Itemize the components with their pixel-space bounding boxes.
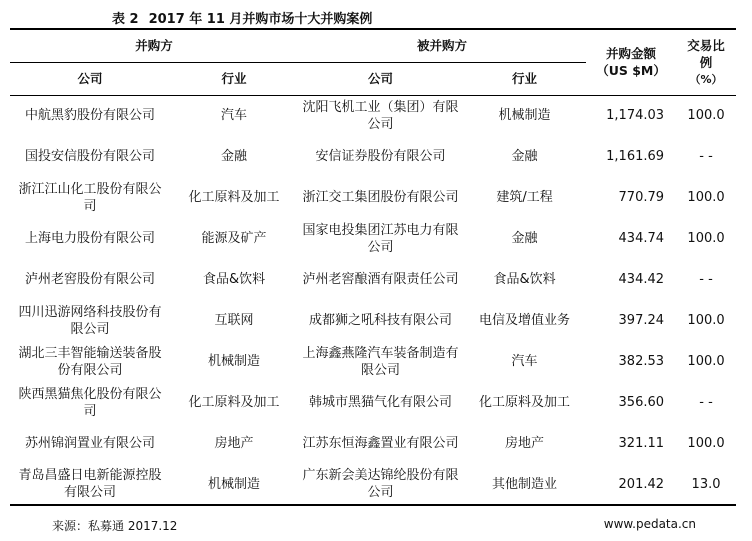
acquirer-industry-cell: 能源及矿产 (201, 231, 267, 246)
ratio-cell: 100.0 (687, 190, 725, 205)
amount-cell: 1,174.03 (586, 95, 676, 136)
target-company-cell: 成都狮之吼科技有限公司 (309, 313, 453, 328)
ratio-cell: 100.0 (687, 231, 725, 246)
amount-cell: 1,161.69 (606, 149, 665, 164)
target-company-cell: 韩城市黑猫气化有限公司 (309, 395, 453, 410)
target-industry-cell: 其他制造业 (463, 464, 586, 505)
ratio-cell: - - (699, 149, 713, 164)
acquirer-company-cell: 青岛昌盛日电新能源控股有限公司 (10, 464, 170, 505)
target-company-cell: 沈阳飞机工业（集团）有限公司 (298, 95, 463, 136)
amount-cell: 382.53 (618, 354, 665, 369)
acquirer-industry-cell: 互联网 (214, 313, 254, 328)
table-caption: 2017 年 11 月并购市场十大并购案例 (148, 12, 373, 27)
acquirer-company-cell: 中航黑豹股份有限公司 (10, 95, 170, 136)
acquirer-industry-cell: 化工原料及加工 (188, 395, 280, 410)
acquirer-company-cell: 陕西黑猫焦化股份有限公司 (18, 386, 162, 419)
acquirer-industry-cell: 机械制造 (208, 354, 261, 369)
source-note: 来源：私募通 2017.12 (52, 519, 178, 533)
table-row (10, 464, 736, 505)
header-ratio (676, 29, 736, 95)
target-industry-cell: 汽车 (511, 354, 538, 369)
table-row (10, 218, 736, 259)
ratio-cell: - - (699, 272, 713, 287)
amount-cell: 201.42 (586, 464, 676, 505)
target-company-cell: 国家电投集团江苏电力有限公司 (302, 222, 459, 255)
acquirer-company-cell: 苏州锦润置业有限公司 (24, 436, 155, 451)
target-industry-cell: 电信及增值业务 (479, 313, 571, 328)
target-company-cell: 江苏东恒海鑫置业有限公司 (302, 436, 459, 451)
table-row (10, 423, 736, 464)
amount-cell: 434.42 (618, 272, 665, 287)
table-row (10, 382, 736, 423)
target-industry-cell: 金融 (511, 149, 538, 164)
table-row (10, 177, 736, 218)
acquirer-company-cell: 泸州老窖股份有限公司 (24, 272, 155, 287)
ratio-cell: 100.0 (687, 313, 725, 328)
target-company-cell: 广东新会美达锦纶股份有限公司 (298, 464, 463, 505)
target-industry-cell: 金融 (511, 231, 538, 246)
header-amount-line2: （US $M） (596, 63, 666, 79)
table-row (10, 341, 736, 382)
target-industry-cell: 机械制造 (463, 95, 586, 136)
amount-cell: 434.74 (618, 231, 665, 246)
header-acquirer-company: 公司 (77, 71, 103, 86)
amount-cell: 321.11 (618, 436, 665, 451)
target-industry-cell: 房地产 (505, 436, 545, 451)
ratio-cell: 100.0 (687, 354, 725, 369)
table-row (10, 95, 736, 136)
amount-cell: 397.24 (618, 313, 665, 328)
header-acquirer: 并购方 (10, 29, 298, 62)
target-industry-cell: 食品&饮料 (493, 272, 556, 287)
target-industry-cell: 化工原料及加工 (479, 395, 571, 410)
ma-cases-table (10, 28, 736, 506)
header-amount (586, 29, 676, 95)
header-ratio-line3: （%） (689, 72, 723, 86)
acquirer-industry-cell: 机械制造 (170, 464, 298, 505)
table-number: 表 2 (112, 12, 139, 27)
header-amount-line1: 并购金额 (606, 46, 657, 62)
acquirer-industry-cell: 房地产 (214, 436, 254, 451)
header-target-industry: 行业 (512, 71, 538, 86)
target-company-cell: 安信证券股份有限公司 (315, 149, 446, 164)
ratio-cell: 100.0 (687, 436, 725, 451)
header-acquirer-industry: 行业 (221, 71, 247, 86)
acquirer-company-cell: 四川迅游网络科技股份有限公司 (18, 304, 162, 337)
header-target-company: 公司 (368, 71, 394, 86)
table-title (112, 8, 372, 27)
acquirer-company-cell: 上海电力股份有限公司 (24, 231, 155, 246)
table-body (10, 95, 736, 505)
acquirer-company-cell: 国投安信股份有限公司 (24, 149, 155, 164)
target-company-cell: 泸州老窖酿酒有限责任公司 (302, 272, 459, 287)
table-row (10, 136, 736, 177)
amount-cell: 770.79 (618, 190, 665, 205)
acquirer-industry-cell: 汽车 (170, 95, 298, 136)
table-row (10, 259, 736, 300)
target-company-cell: 浙江交工集团股份有限公司 (302, 190, 459, 205)
target-industry-cell: 建筑/工程 (496, 190, 553, 205)
acquirer-industry-cell: 化工原料及加工 (188, 190, 280, 205)
acquirer-company-cell: 湖北三丰智能输送装备股份有限公司 (18, 345, 162, 378)
header-ratio-line1: 交易比 (687, 37, 725, 53)
ratio-cell: 13.0 (676, 464, 736, 505)
ratio-cell: 100.0 (676, 95, 736, 136)
target-company-cell: 上海鑫燕隆汽车装备制造有限公司 (302, 345, 459, 378)
website-note: www.pedata.cn (603, 517, 696, 531)
acquirer-company-cell: 浙江江山化工股份有限公司 (18, 181, 162, 214)
amount-cell: 356.60 (618, 395, 665, 410)
header-target: 被并购方 (298, 29, 586, 62)
acquirer-industry-cell: 食品&饮料 (202, 272, 266, 287)
header-ratio-line2: 例 (699, 54, 713, 70)
acquirer-industry-cell: 金融 (221, 149, 248, 164)
ratio-cell: - - (699, 395, 713, 410)
table-row (10, 300, 736, 341)
